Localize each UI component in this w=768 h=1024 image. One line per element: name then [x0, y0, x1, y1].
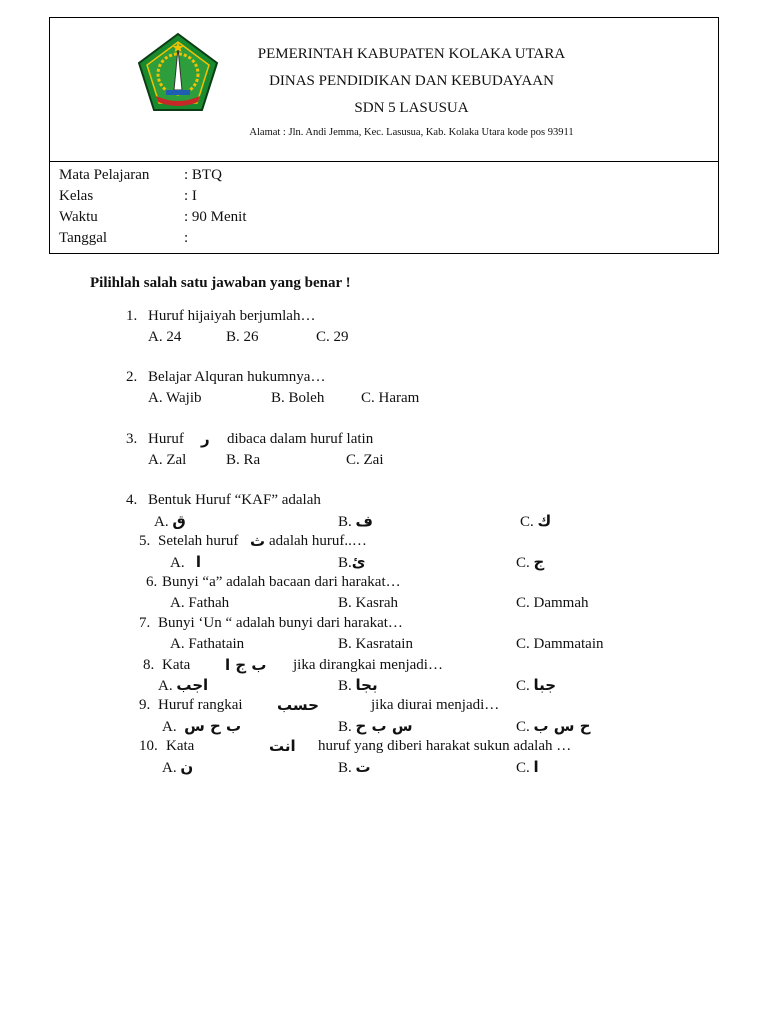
option-label: A.: [170, 555, 185, 571]
question-1-number: 1.: [126, 308, 138, 324]
arabic-letter: ف: [355, 512, 373, 530]
option-label: C.: [516, 555, 530, 571]
question-4-number: 4.: [126, 492, 138, 508]
question-3-option-c: C. Zai: [346, 452, 384, 468]
arabic-word: ح س ب: [533, 717, 591, 735]
arabic-word: ب ح س: [184, 717, 242, 735]
question-10-text-pre: Kata: [166, 738, 195, 754]
question-1-option-b: B. 26: [226, 329, 259, 345]
question-9-option-c: [516, 716, 591, 737]
question-8-number: 8.: [143, 657, 155, 673]
option-label: C.: [520, 514, 534, 530]
question-10-arabic: [269, 736, 296, 757]
info-value: : 90 Menit: [184, 209, 247, 225]
question-1-option-a: A. 24: [148, 329, 182, 345]
arabic-word: ب ج ا: [225, 656, 267, 674]
option-label: B.: [338, 719, 352, 735]
question-9-number: 9.: [139, 697, 151, 713]
question-3-text-post: dibaca dalam huruf latin: [227, 431, 374, 447]
question-6-option-b: B. Kasrah: [338, 595, 398, 611]
arabic-word: حسب: [277, 696, 319, 714]
question-1-text: Huruf hijaiyah berjumlah…: [148, 308, 316, 324]
question-3-text-pre: Huruf: [148, 431, 184, 447]
question-4-option-a: [154, 511, 186, 532]
info-value: :: [184, 230, 189, 246]
arabic-letter: ا: [195, 553, 201, 571]
option-label: A.: [162, 760, 177, 776]
arabic-letter: ر: [201, 430, 210, 448]
question-8-option-c: [516, 675, 556, 696]
question-3-option-b: B. Ra: [226, 452, 261, 468]
arabic-letter: ن: [180, 758, 194, 776]
question-5-text-post: adalah huruf..…: [269, 533, 367, 549]
header-school: SDN 5 LASUSUA: [354, 100, 469, 116]
question-8-text-pre: Kata: [162, 657, 191, 673]
arabic-letter: ث: [250, 532, 266, 550]
question-3-option-a: A. Zal: [148, 452, 187, 468]
question-4-option-c: [520, 511, 551, 532]
arabic-letter: ك: [537, 512, 552, 530]
question-1-option-c: C. 29: [316, 329, 349, 345]
question-5-option-a: [170, 552, 201, 573]
option-label: A.: [162, 719, 177, 735]
arabic-letter: ئ: [351, 553, 366, 571]
info-label: Kelas: [59, 188, 94, 204]
question-2-number: 2.: [126, 369, 138, 385]
question-10-option-b: [338, 757, 371, 778]
question-8-option-a: [158, 675, 208, 696]
info-label: Mata Pelajaran: [59, 167, 150, 183]
question-6-text: Bunyi “a” adalah bacaan dari harakat…: [162, 574, 401, 590]
question-5-option-b: [338, 552, 366, 573]
question-9-text-post: jika diurai menjadi…: [371, 697, 500, 713]
header-address: Alamat : Jln. Andi Jemma, Kec. Lasusua, Kab. Kolaka Utara kode pos 93911: [249, 127, 574, 138]
question-4-option-b: [338, 511, 373, 532]
info-label: Waktu: [59, 209, 98, 225]
question-5-text-pre: Setelah huruf: [158, 533, 239, 549]
info-label: Tanggal: [59, 230, 108, 246]
question-10-option-c: [516, 757, 539, 778]
question-8-arabic: [225, 655, 266, 676]
question-5-number: 5.: [139, 533, 151, 549]
header-divider: [50, 161, 718, 162]
arabic-word: انت: [269, 737, 296, 755]
arabic-letter: ج: [533, 553, 545, 571]
question-9-option-b: [338, 716, 413, 737]
arabic-word: بجا: [355, 676, 378, 694]
option-label: B.: [338, 514, 352, 530]
question-5-arabic: [250, 531, 265, 552]
question-2-option-c: C. Haram: [361, 390, 420, 406]
letterhead-box: [49, 17, 719, 254]
question-9-option-a: [162, 716, 241, 737]
question-10-number: 10.: [139, 738, 158, 754]
option-label: B.: [338, 678, 352, 694]
question-5-option-c: [516, 552, 544, 573]
question-7-option-c: C. Dammatain: [516, 636, 604, 652]
question-9-text-pre: Huruf rangkai: [158, 697, 243, 713]
instruction: Pilihlah salah satu jawaban yang benar !: [90, 275, 351, 291]
question-2-option-b: B. Boleh: [271, 390, 325, 406]
question-8-option-b: [338, 675, 378, 696]
arabic-letter: ا: [533, 758, 539, 776]
question-10-text-post: huruf yang diberi harakat sukun adalah …: [318, 738, 572, 754]
option-label: A.: [154, 514, 169, 530]
header-government: PEMERINTAH KABUPATEN KOLAKA UTARA: [257, 46, 566, 62]
option-label: A.: [158, 678, 173, 694]
option-label: B.: [338, 760, 352, 776]
question-3-arabic: [201, 429, 210, 450]
question-2-option-a: A. Wajib: [148, 390, 202, 406]
option-label: C.: [516, 678, 530, 694]
info-value: : BTQ: [184, 167, 222, 183]
arabic-word: جبا: [533, 676, 557, 694]
option-label: C.: [516, 719, 530, 735]
arabic-word: اجب: [176, 676, 209, 694]
arabic-word: س ب ح: [355, 717, 413, 735]
option-label: C.: [516, 760, 530, 776]
question-7-option-a: A. Fathatain: [170, 636, 245, 652]
question-3-number: 3.: [126, 431, 138, 447]
question-2-text: Belajar Alquran hukumnya…: [148, 369, 326, 385]
header-department: DINAS PENDIDIKAN DAN KEBUDAYAAN: [269, 73, 554, 89]
question-7-text: Bunyi ‘Un “ adalah bunyi dari harakat…: [158, 615, 403, 631]
question-6-number: 6.: [146, 574, 158, 590]
question-9-arabic: [277, 695, 319, 716]
arabic-letter: ق: [172, 512, 186, 530]
info-value: : I: [184, 188, 197, 204]
question-6-option-c: C. Dammah: [516, 595, 589, 611]
option-label: B.: [338, 555, 352, 571]
question-4-text: Bentuk Huruf “KAF” adalah: [148, 492, 321, 508]
question-7-number: 7.: [139, 615, 151, 631]
question-10-option-a: [162, 757, 193, 778]
question-7-option-b: B. Kasratain: [338, 636, 413, 652]
arabic-letter: ت: [355, 758, 371, 776]
question-6-option-a: A. Fathah: [170, 595, 230, 611]
question-8-text-post: jika dirangkai menjadi…: [293, 657, 443, 673]
